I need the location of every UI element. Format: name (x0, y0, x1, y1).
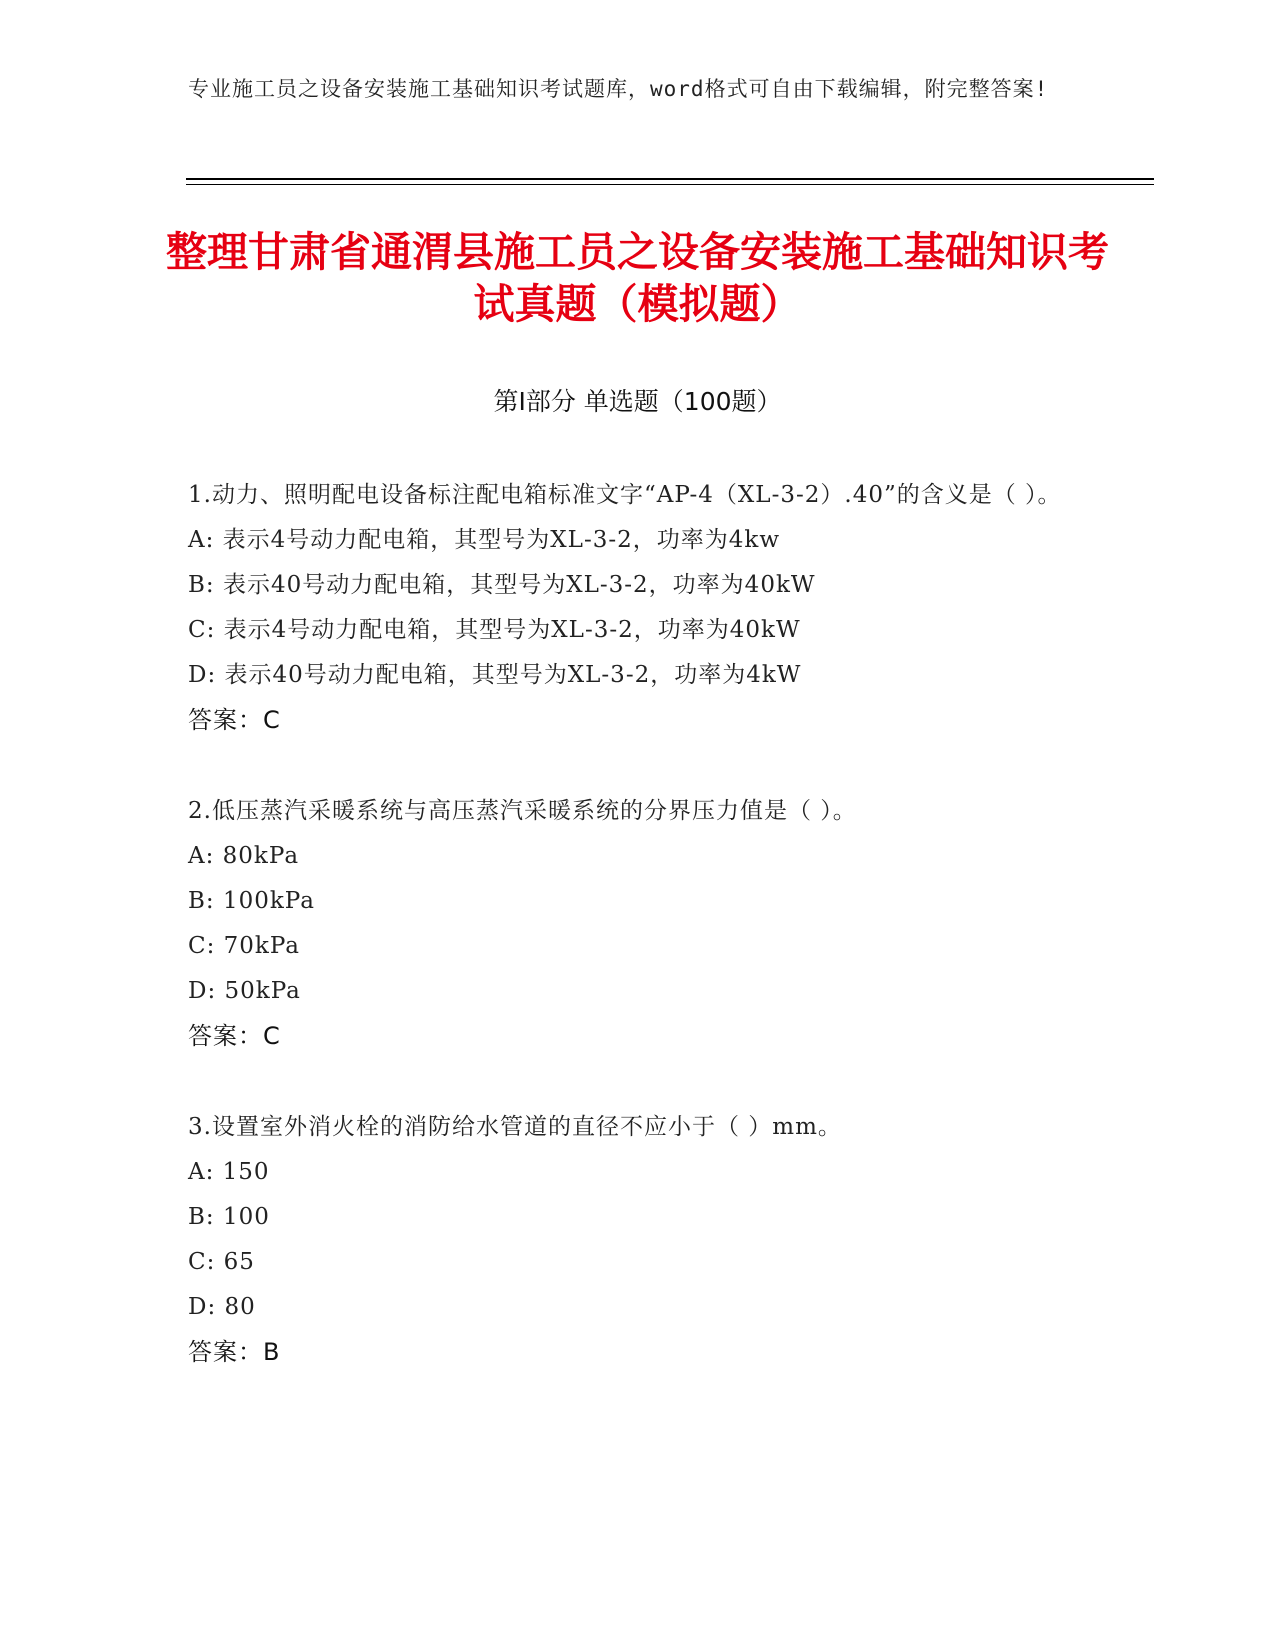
answer-line (188, 698, 1088, 743)
header-divider-thin (186, 184, 1154, 185)
option-a: A: 80kPa (188, 843, 300, 869)
header-note: 专业施工员之设备安装施工基础知识考试题库，word格式可自由下载编辑，附完整答案! (188, 77, 1049, 101)
answer-value: C (263, 1022, 280, 1050)
answer-value: B (263, 1338, 280, 1366)
option-c: C: 65 (188, 1249, 255, 1275)
option-d: D: 50kPa (188, 978, 301, 1004)
answer-label: 答案： (188, 1022, 263, 1050)
option-c: C: 表示4号动力配电箱，其型号为XL-3-2，功率为40kW (188, 617, 801, 643)
option-b: B: 表示40号动力配电箱，其型号为XL-3-2，功率为40kW (188, 572, 816, 598)
option-b: B: 100 (188, 1204, 270, 1230)
header-divider-thick (186, 178, 1154, 180)
section-title: 第Ⅰ部分 单选题（100题） (493, 387, 782, 416)
option-d: D: 表示40号动力配电箱，其型号为XL-3-2，功率为4kW (188, 662, 802, 688)
option-d: D: 80 (188, 1294, 256, 1320)
option-a: A: 表示4号动力配电箱，其型号为XL-3-2，功率为4kw (188, 527, 781, 553)
question-stem: 1.动力、照明配电设备标注配电箱标准文字“AP-4（XL-3-2）.40”的含义是（ ）。 (188, 482, 1062, 508)
answer-line (188, 1330, 1088, 1375)
question-list (188, 473, 1088, 1375)
document-title: 整理甘肃省通渭县施工员之设备安装施工基础知识考试真题（模拟题） (166, 228, 1109, 328)
question-1 (188, 473, 1088, 743)
option-c: C: 70kPa (188, 933, 301, 959)
option-a: A: 150 (188, 1159, 270, 1185)
question-2 (188, 789, 1088, 1059)
answer-line (188, 1014, 1088, 1059)
question-stem: 3.设置室外消火栓的消防给水管道的直径不应小于（ ）mm。 (188, 1114, 842, 1140)
question-3 (188, 1105, 1088, 1375)
answer-value: C (263, 706, 280, 734)
question-stem: 2.低压蒸汽采暖系统与高压蒸汽采暖系统的分界压力值是（ ）。 (188, 798, 857, 824)
answer-label: 答案： (188, 1338, 263, 1366)
answer-label: 答案： (188, 706, 263, 734)
option-b: B: 100kPa (188, 888, 315, 914)
